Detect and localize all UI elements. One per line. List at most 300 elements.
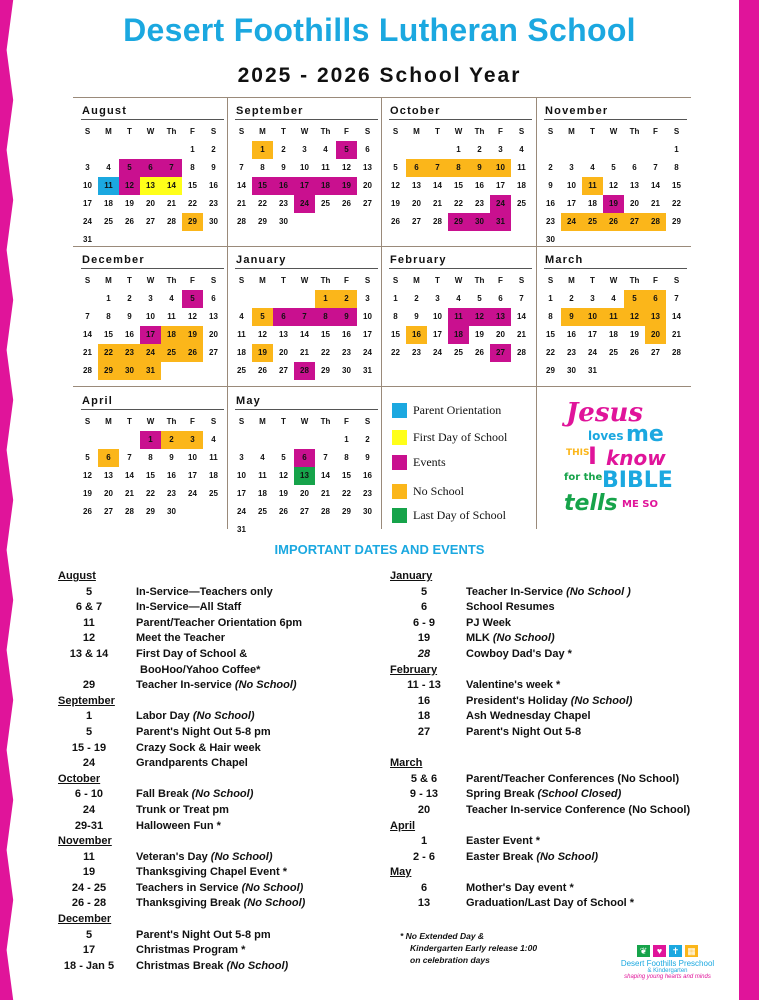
day-cell: 21 — [300, 348, 309, 357]
day-cell: 4 — [239, 312, 244, 321]
day-cell: 12 — [391, 181, 400, 190]
month-name: March — [545, 254, 584, 266]
day-cell: 17 — [496, 181, 505, 190]
weekday-header: S M T W Th F S — [392, 127, 525, 136]
weekday-header: S M T W Th F S — [238, 127, 371, 136]
week-row — [77, 503, 224, 521]
week-row — [385, 159, 532, 177]
day-cell: 18 — [258, 489, 267, 498]
day-cell: 5 — [393, 163, 398, 172]
month-september — [231, 99, 381, 244]
day-cell — [294, 521, 315, 539]
event-month-heading: August — [58, 570, 96, 582]
day-cell — [315, 431, 336, 449]
week-row — [77, 213, 224, 231]
day-cell: 23 — [279, 199, 288, 208]
week-row — [77, 326, 224, 344]
event-row: 28 Cowboy Dad's Day * — [417, 647, 572, 660]
day-cell: 14 — [517, 312, 526, 321]
day-cell: 3 — [148, 294, 153, 303]
day-cell: 2 — [336, 290, 357, 308]
day-cell: 25 — [582, 213, 603, 231]
day-cell: 21 — [433, 199, 442, 208]
week-row — [231, 159, 378, 177]
event-row: 19 Thanksgiving Chapel Event * — [82, 866, 287, 879]
legend-swatch — [392, 430, 407, 445]
events-left-column — [58, 569, 388, 974]
event-row: 5 In-Service—Teachers only — [85, 585, 273, 598]
day-cell — [406, 141, 427, 159]
day-cell: 23 — [342, 348, 351, 357]
day-cell: 18 — [448, 326, 469, 344]
month-october — [385, 99, 535, 244]
day-cell: 23 — [546, 217, 555, 226]
day-cell: 23 — [412, 348, 421, 357]
day-cell: 13 — [630, 181, 639, 190]
day-cell: 7 — [427, 159, 448, 177]
day-cell: 5 — [477, 294, 482, 303]
day-cell: 9 — [365, 453, 370, 462]
day-cell: 12 — [188, 312, 197, 321]
day-cell: 20 — [630, 199, 639, 208]
day-cell — [203, 231, 224, 249]
event-month-heading: April — [390, 819, 416, 832]
week-row — [231, 503, 378, 521]
day-cell: 30 — [546, 235, 555, 244]
day-cell: 14 — [237, 181, 246, 190]
day-cell — [561, 231, 582, 249]
day-cell: 9 — [281, 163, 286, 172]
day-cell — [603, 231, 624, 249]
day-cell: 24 — [588, 348, 597, 357]
day-cell: 18 — [237, 348, 246, 357]
event-row: 6 - 9 PJ Week — [412, 616, 512, 629]
day-cell: 4 — [260, 453, 265, 462]
day-cell: 7 — [239, 163, 244, 172]
day-cell: 13 — [140, 177, 161, 195]
day-cell: 12 — [83, 471, 92, 480]
event-row: 24 Grandparents Chapel — [82, 757, 248, 770]
day-cell — [203, 503, 224, 521]
day-cell: 10 — [237, 471, 246, 480]
week-row — [231, 467, 378, 485]
day-cell: 14 — [83, 330, 92, 339]
day-cell: 20 — [300, 489, 309, 498]
event-row: BooHoo/Yahoo Coffee* — [140, 663, 261, 676]
event-month-heading: October — [58, 772, 101, 785]
day-cell: 31 — [588, 366, 597, 375]
event-month-heading: February — [390, 663, 438, 676]
event-row: 6 School Resumes — [420, 601, 555, 614]
day-cell: 24 — [363, 348, 372, 357]
day-cell: 26 — [475, 348, 484, 357]
day-cell: 9 — [548, 181, 553, 190]
legend-swatch — [392, 455, 407, 470]
week-row — [385, 344, 532, 362]
day-cell — [336, 213, 357, 231]
day-cell: 1 — [548, 294, 553, 303]
day-cell: 6 — [140, 159, 161, 177]
day-cell: 13 — [645, 308, 666, 326]
day-cell: 19 — [279, 489, 288, 498]
week-row — [231, 141, 378, 159]
day-cell: 3 — [182, 431, 203, 449]
event-month-heading: December — [58, 913, 112, 926]
day-cell: 30 — [342, 366, 351, 375]
day-cell: 7 — [674, 294, 679, 303]
month-name: August — [82, 105, 128, 117]
day-cell: 20 — [146, 199, 155, 208]
day-cell: 19 — [603, 195, 624, 213]
event-month-heading: March — [390, 757, 423, 770]
day-cell: 7 — [323, 453, 328, 462]
event-row: 9 - 13 Spring Break (School Closed) — [409, 788, 622, 801]
day-cell: 10 — [490, 159, 511, 177]
day-cell: 5 — [85, 453, 90, 462]
cross-icon: ✝ — [669, 945, 682, 957]
day-cell: 24 — [433, 348, 442, 357]
day-cell: 4 — [106, 163, 111, 172]
day-cell: 26 — [279, 507, 288, 516]
day-cell: 16 — [567, 330, 576, 339]
day-cell: 8 — [148, 453, 153, 462]
day-cell: 13 — [490, 308, 511, 326]
day-cell: 31 — [237, 525, 246, 534]
week-row — [77, 290, 224, 308]
day-cell: 6 — [365, 145, 370, 154]
day-cell: 18 — [161, 326, 182, 344]
event-row: 2 - 6 Easter Break (No School) — [412, 850, 599, 863]
day-cell: 8 — [674, 163, 679, 172]
event-row: 6 - 10 Fall Break (No School) — [74, 788, 254, 801]
month-name: October — [390, 105, 441, 117]
day-cell: 17 — [588, 330, 597, 339]
day-cell: 27 — [300, 507, 309, 516]
day-cell: 13 — [209, 312, 218, 321]
month-name: September — [236, 105, 304, 117]
day-cell: 24 — [237, 507, 246, 516]
day-cell: 17 — [140, 326, 161, 344]
day-cell: 11 — [167, 312, 176, 321]
day-cell: 11 — [98, 177, 119, 195]
day-cell: 12 — [119, 177, 140, 195]
day-cell: 19 — [475, 330, 484, 339]
day-cell: 11 — [517, 163, 526, 172]
day-cell: 3 — [365, 294, 370, 303]
week-row — [540, 195, 687, 213]
day-cell: 14 — [651, 181, 660, 190]
week-row — [231, 362, 378, 380]
day-cell: 11 — [603, 308, 624, 326]
day-cell: 25 — [258, 507, 267, 516]
day-cell: 2 — [127, 294, 132, 303]
day-cell: 11 — [321, 163, 330, 172]
day-cell: 30 — [119, 362, 140, 380]
day-cell: 31 — [363, 366, 372, 375]
school-logo: ❦ ♥ ✝ ▦ Desert Foothills Preschool & Kindergarten shaping young hearts and minds — [620, 946, 715, 980]
day-cell — [140, 141, 161, 159]
day-cell: 24 — [83, 217, 92, 226]
day-cell: 28 — [321, 507, 330, 516]
day-cell: 26 — [630, 348, 639, 357]
week-row — [77, 177, 224, 195]
day-cell: 2 — [211, 145, 216, 154]
event-row: 11 Veteran's Day (No School) — [83, 850, 273, 863]
day-cell: 25 — [161, 344, 182, 362]
day-cell: 10 — [363, 312, 372, 321]
day-cell: 6 — [98, 449, 119, 467]
day-cell: 24 — [294, 195, 315, 213]
day-cell: 28 — [83, 366, 92, 375]
day-cell: 28 — [517, 348, 526, 357]
month-name: January — [236, 254, 287, 266]
day-cell: 31 — [140, 362, 161, 380]
day-cell: 7 — [294, 308, 315, 326]
event-row: 19 MLK (No School) — [417, 632, 555, 645]
day-cell: 11 — [582, 177, 603, 195]
heart-icon: ♥ — [653, 945, 666, 957]
day-cell: 6 — [211, 294, 216, 303]
event-row: 11 - 13 Valentine's week * — [407, 679, 561, 692]
day-cell: 7 — [519, 294, 524, 303]
week-row — [540, 231, 687, 249]
event-row: 11 Parent/Teacher Orientation 6pm — [83, 616, 303, 629]
day-cell: 6 — [294, 449, 315, 467]
day-cell: 25 — [209, 489, 218, 498]
week-row — [231, 344, 378, 362]
day-cell: 9 — [211, 163, 216, 172]
day-cell: 2 — [569, 294, 574, 303]
weekday-header: S M T W Th F S — [238, 276, 371, 285]
day-cell: 30 — [167, 507, 176, 516]
week-row — [77, 159, 224, 177]
event-row: 20 Teacher In-service Conference (No School) — [417, 803, 691, 816]
blocks-icon: ▦ — [685, 945, 698, 957]
weekday-header: S M T W Th F S — [392, 276, 525, 285]
day-cell — [77, 431, 98, 449]
day-cell: 1 — [140, 431, 161, 449]
day-cell: 23 — [567, 348, 576, 357]
day-cell: 9 — [127, 312, 132, 321]
day-cell: 23 — [363, 489, 372, 498]
day-cell: 16 — [406, 326, 427, 344]
day-cell: 26 — [125, 217, 134, 226]
day-cell: 12 — [258, 330, 267, 339]
day-cell: 14 — [161, 177, 182, 195]
event-row: 29 Teacher In-service (No School) — [82, 679, 297, 692]
event-month-heading: January — [390, 570, 433, 582]
day-cell: 20 — [279, 348, 288, 357]
day-cell — [357, 521, 378, 539]
day-cell: 12 — [342, 163, 351, 172]
week-row — [540, 344, 687, 362]
jesus-loves-me-art: Jesus loves me THIS I know for the BIBLE tells ME SO — [564, 398, 673, 516]
day-cell — [252, 521, 273, 539]
day-cell: 22 — [188, 199, 197, 208]
day-cell: 1 — [252, 141, 273, 159]
footnote: * No Extended Day & Kindergarten Early release 1:00 on celebration days — [400, 931, 538, 965]
month-name: May — [236, 395, 261, 407]
day-cell — [231, 141, 252, 159]
day-cell: 26 — [258, 366, 267, 375]
week-row — [540, 308, 687, 326]
day-cell — [624, 362, 645, 380]
weekday-header: S M T W Th F S — [84, 276, 217, 285]
day-cell: 30 — [209, 217, 218, 226]
day-cell: 28 — [294, 362, 315, 380]
event-row: 18 - Jan 5 Christmas Break (No School) — [63, 959, 289, 972]
week-row — [77, 344, 224, 362]
day-cell: 25 — [237, 366, 246, 375]
day-cell: 19 — [83, 489, 92, 498]
day-cell: 4 — [519, 145, 524, 154]
day-cell — [77, 290, 98, 308]
day-cell: 24 — [490, 195, 511, 213]
weekday-header: S M T W Th F S — [84, 127, 217, 136]
event-month-heading: September — [58, 694, 115, 707]
day-cell: 27 — [624, 213, 645, 231]
day-cell: 21 — [517, 330, 526, 339]
week-row — [540, 290, 687, 308]
day-cell: 24 — [140, 344, 161, 362]
day-cell: 3 — [435, 294, 440, 303]
day-cell: 16 — [167, 471, 176, 480]
month-name: November — [545, 105, 609, 117]
page-title: Desert Foothills Lutheran School — [123, 12, 636, 48]
week-row — [385, 213, 532, 231]
legend-item — [392, 455, 552, 470]
day-cell: 17 — [433, 330, 442, 339]
legend-label: Events — [413, 455, 446, 469]
day-cell: 30 — [567, 366, 576, 375]
day-cell: 14 — [300, 330, 309, 339]
day-cell: 29 — [321, 366, 330, 375]
day-cell: 4 — [323, 145, 328, 154]
day-cell: 11 — [209, 453, 218, 462]
day-cell — [98, 431, 119, 449]
day-cell: 3 — [590, 294, 595, 303]
week-row — [385, 308, 532, 326]
month-name: February — [390, 254, 447, 266]
day-cell — [231, 431, 252, 449]
day-cell: 18 — [517, 181, 526, 190]
event-row: 5 Parent's Night Out 5-8 pm — [85, 725, 271, 738]
day-cell — [666, 231, 687, 249]
day-cell: 25 — [609, 348, 618, 357]
day-cell: 19 — [125, 199, 134, 208]
event-row: 18 Ash Wednesday Chapel — [417, 710, 591, 723]
day-cell: 8 — [344, 453, 349, 462]
events-right-column — [390, 569, 720, 912]
day-cell: 27 — [146, 217, 155, 226]
day-cell: 14 — [125, 471, 134, 480]
day-cell: 5 — [281, 453, 286, 462]
day-cell: 27 — [279, 366, 288, 375]
event-spacer — [390, 741, 720, 757]
day-cell: 14 — [321, 471, 330, 480]
event-month-heading: November — [58, 835, 112, 848]
day-cell: 27 — [104, 507, 113, 516]
event-row: 26 - 28 Thanksgiving Break (No School) — [71, 897, 306, 910]
day-cell — [273, 290, 294, 308]
day-cell — [561, 141, 582, 159]
day-cell — [182, 503, 203, 521]
day-cell: 21 — [167, 199, 176, 208]
event-row: 6 Mother's Day event * — [420, 881, 574, 894]
day-cell: 20 — [496, 330, 505, 339]
week-row — [540, 326, 687, 344]
week-row — [385, 326, 532, 344]
day-cell — [511, 213, 532, 231]
day-cell: 5 — [119, 159, 140, 177]
day-cell: 11 — [448, 308, 469, 326]
day-cell — [603, 141, 624, 159]
day-cell: 8 — [448, 159, 469, 177]
day-cell: 6 — [632, 163, 637, 172]
day-cell: 6 — [498, 294, 503, 303]
event-row: 5 Parent's Night Out 5-8 pm — [85, 928, 271, 941]
day-cell: 20 — [363, 181, 372, 190]
month-december — [77, 248, 227, 393]
day-cell: 2 — [365, 435, 370, 444]
day-cell — [161, 362, 182, 380]
day-cell: 2 — [477, 145, 482, 154]
day-cell: 12 — [624, 308, 645, 326]
legend-label: First Day of School — [413, 430, 508, 444]
left-pink-border — [0, 0, 22, 1000]
day-cell: 20 — [104, 489, 113, 498]
day-cell: 1 — [393, 294, 398, 303]
day-cell: 10 — [300, 163, 309, 172]
week-row — [77, 467, 224, 485]
day-cell — [161, 141, 182, 159]
day-cell: 28 — [237, 217, 246, 226]
day-cell: 10 — [582, 308, 603, 326]
school-year-subtitle: 2025 - 2026 School Year — [237, 64, 522, 87]
day-cell: 4 — [590, 163, 595, 172]
day-cell: 29 — [182, 213, 203, 231]
day-cell: 22 — [321, 348, 330, 357]
day-cell: 10 — [433, 312, 442, 321]
day-cell: 3 — [302, 145, 307, 154]
day-cell — [294, 431, 315, 449]
day-cell: 21 — [125, 489, 134, 498]
day-cell: 23 — [119, 344, 140, 362]
day-cell: 19 — [336, 177, 357, 195]
event-row: 15 - 19 Crazy Sock & Hair week — [71, 741, 261, 754]
day-cell: 8 — [106, 312, 111, 321]
week-row — [231, 485, 378, 503]
day-cell: 29 — [546, 366, 555, 375]
event-month-heading: May — [390, 866, 412, 879]
day-cell — [77, 141, 98, 159]
day-cell: 29 — [342, 507, 351, 516]
day-cell — [645, 141, 666, 159]
legend-item — [392, 508, 552, 523]
day-cell: 1 — [315, 290, 336, 308]
day-cell: 15 — [672, 181, 681, 190]
day-cell: 15 — [146, 471, 155, 480]
day-cell: 18 — [609, 330, 618, 339]
day-cell: 14 — [672, 312, 681, 321]
day-cell: 4 — [456, 294, 461, 303]
event-row: 12 Meet the Teacher — [82, 632, 226, 645]
legend-swatch — [392, 508, 407, 523]
event-row: 29-31 Halloween Fun * — [74, 819, 221, 832]
day-cell — [98, 141, 119, 159]
event-row: 24 Trunk or Treat pm — [82, 803, 229, 816]
day-cell: 11 — [258, 471, 267, 480]
